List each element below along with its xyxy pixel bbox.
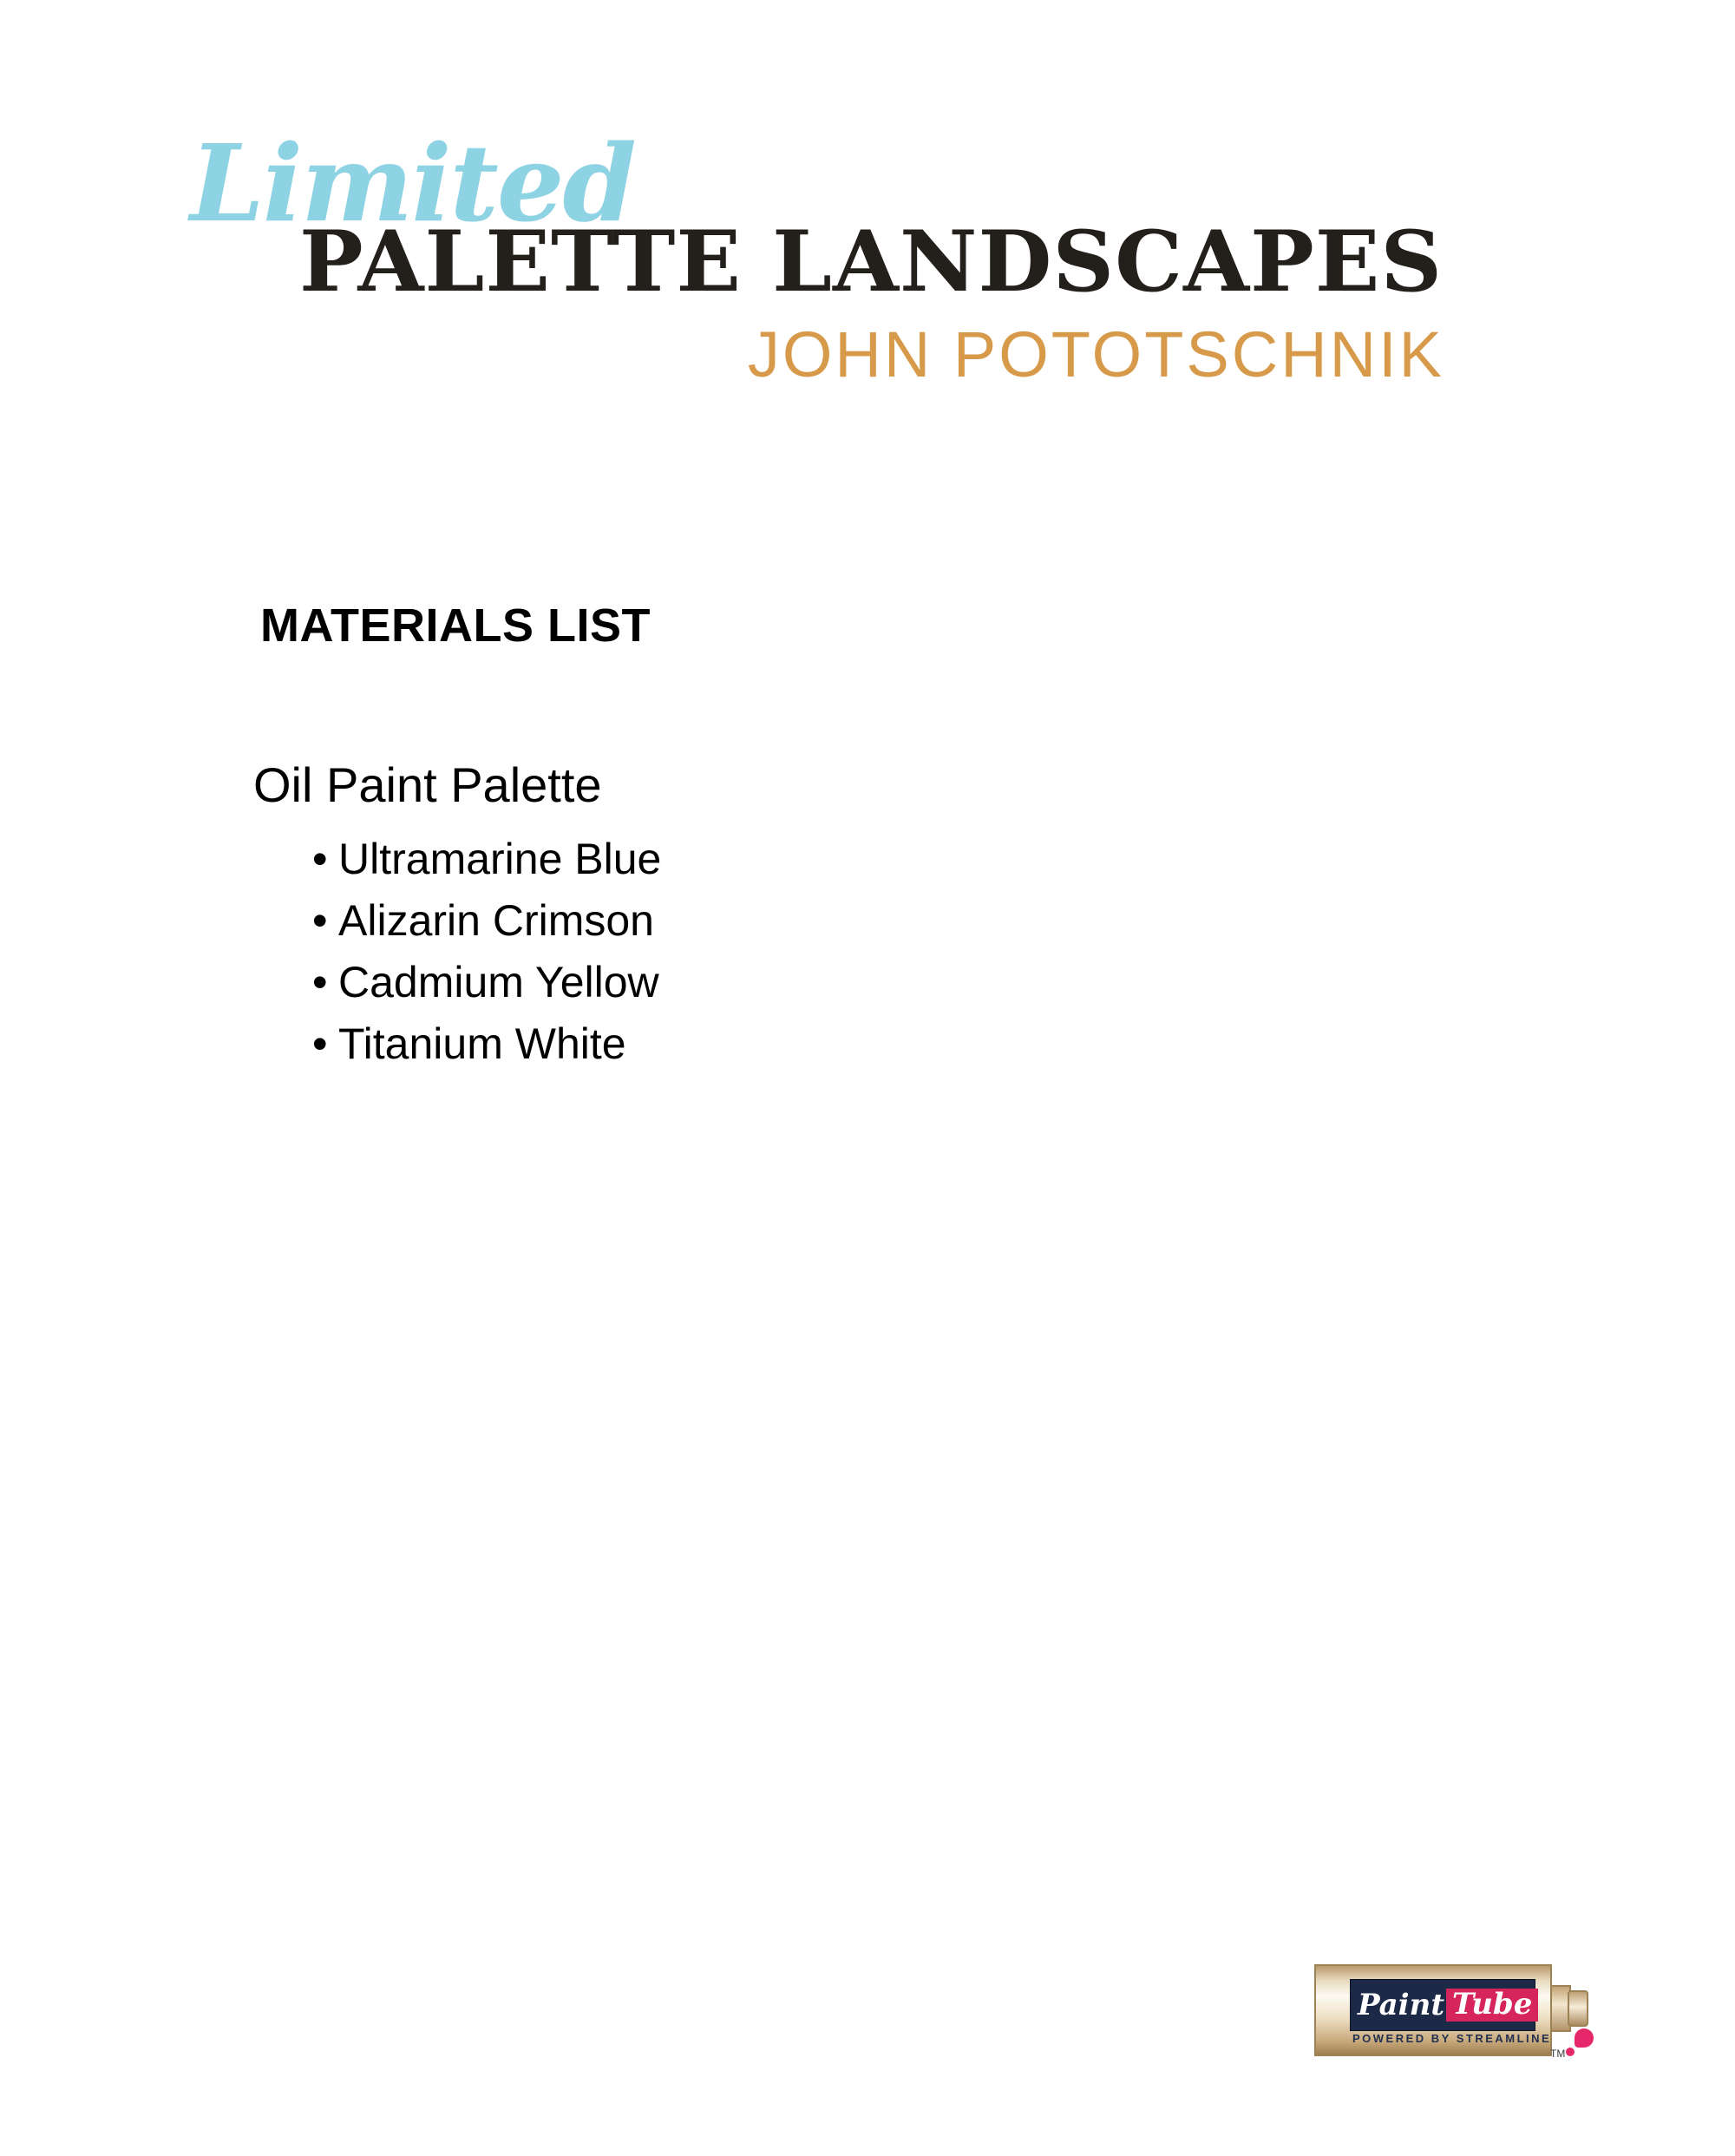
bullet-icon: •	[312, 1019, 328, 1068]
brand-name-part2: Tube	[1446, 1989, 1538, 2022]
logo-limited-word: Limited	[190, 121, 635, 246]
list-item-label: Ultramarine Blue	[338, 835, 662, 883]
list-item-label: Cadmium Yellow	[338, 958, 659, 1006]
page-title: MATERIALS LIST	[260, 600, 651, 652]
list-item-label: Alizarin Crimson	[338, 896, 654, 945]
list-item	[312, 952, 1475, 1013]
paint-tube-label	[1351, 1980, 1535, 2030]
logo-author-name: JOHN POTOTSCHNIK	[747, 318, 1444, 390]
paint-drop-small-icon	[1566, 2048, 1575, 2056]
bullet-icon: •	[312, 896, 328, 945]
brand-name-part1: Paint	[1358, 1988, 1445, 2022]
trademark-mark: TM	[1550, 2048, 1566, 2060]
paint-drop-icon	[1575, 2028, 1594, 2048]
list-item-label: Titanium White	[338, 1019, 626, 1068]
list-item	[312, 890, 1475, 952]
logo-main-word: PALETTE LANDSCAPES	[299, 213, 1444, 311]
list-item	[312, 1013, 1475, 1075]
brand-tagline: POWERED BY STREAMLINE	[1352, 2032, 1552, 2045]
document-body	[253, 599, 1475, 1075]
bullet-icon: •	[312, 835, 328, 883]
paint-tube-logo	[1314, 1952, 1592, 2065]
paint-tube-cap-icon	[1568, 1990, 1588, 2027]
materials-list	[260, 829, 1475, 1075]
brand-logo	[187, 121, 1453, 390]
section-heading-oil-paint-palette: Oil Paint Palette	[253, 757, 602, 812]
list-item	[312, 829, 1475, 890]
bullet-icon: •	[312, 958, 328, 1006]
